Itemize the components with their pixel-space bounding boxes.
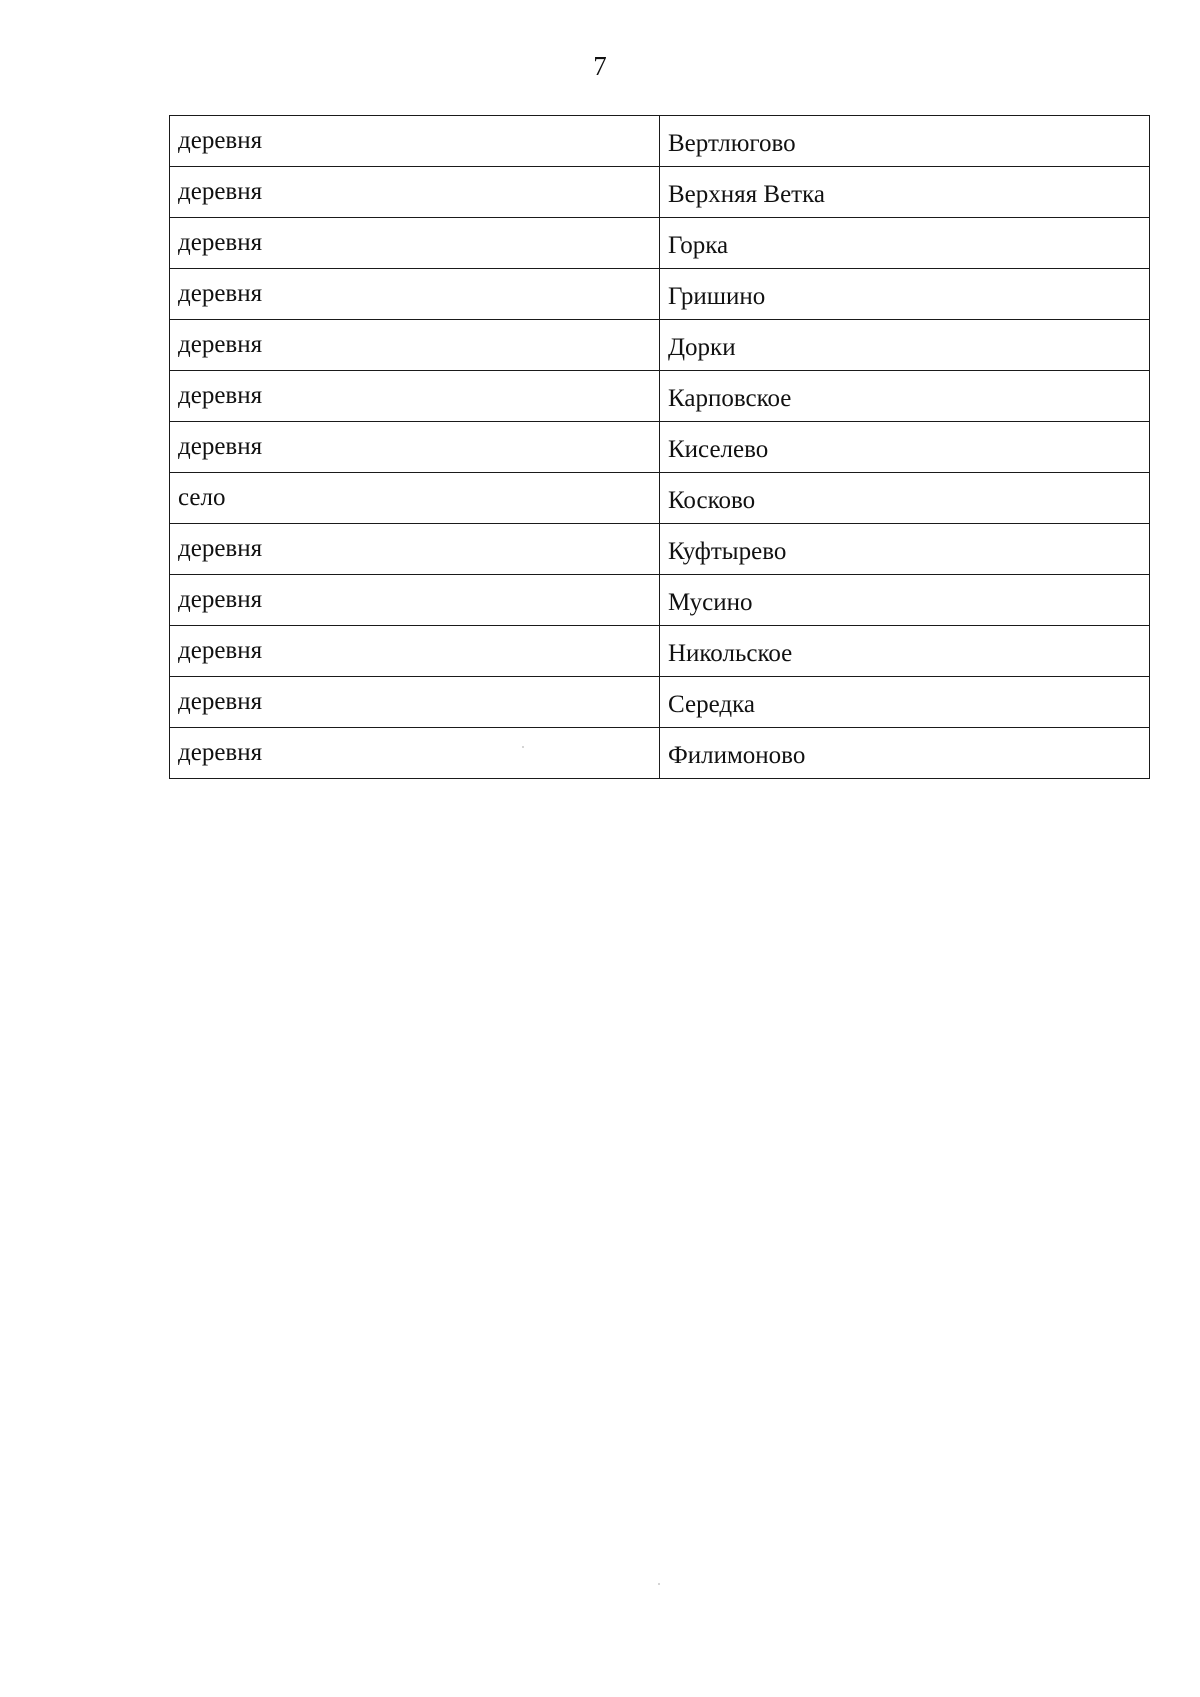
settlement-name-cell: Киселево	[660, 422, 1150, 473]
settlement-name-cell: Филимоново	[660, 728, 1150, 779]
settlement-type-cell: деревня	[170, 575, 660, 626]
settlement-type-cell: деревня	[170, 677, 660, 728]
table-row	[170, 218, 1150, 269]
settlement-type-cell: село	[170, 473, 660, 524]
table-row	[170, 320, 1150, 371]
settlement-type-cell: деревня	[170, 524, 660, 575]
settlement-type-cell: деревня	[170, 422, 660, 473]
settlement-name-cell: Вертлюгово	[660, 116, 1150, 167]
table-row	[170, 575, 1150, 626]
table-row	[170, 167, 1150, 218]
settlement-type-cell: деревня	[170, 116, 660, 167]
settlement-type-cell: деревня	[170, 626, 660, 677]
settlement-name-cell: Куфтырево	[660, 524, 1150, 575]
settlement-type-cell: деревня	[170, 218, 660, 269]
table-row	[170, 269, 1150, 320]
settlement-name-cell: Горка	[660, 218, 1150, 269]
page-number: 7	[593, 51, 607, 81]
table-row	[170, 728, 1150, 779]
settlement-name-cell: Дорки	[660, 320, 1150, 371]
table-row	[170, 116, 1150, 167]
scan-speck	[658, 1583, 660, 1585]
table-row	[170, 626, 1150, 677]
settlement-type-cell: деревня	[170, 320, 660, 371]
table-row	[170, 524, 1150, 575]
table-row	[170, 371, 1150, 422]
table-row	[170, 677, 1150, 728]
settlement-type-cell: деревня	[170, 167, 660, 218]
settlement-name-cell: Гришино	[660, 269, 1150, 320]
settlement-name-cell: Середка	[660, 677, 1150, 728]
table-row	[170, 422, 1150, 473]
settlement-type-cell: деревня	[170, 728, 660, 779]
settlement-name-cell: Карповское	[660, 371, 1150, 422]
settlement-type-cell: деревня	[170, 371, 660, 422]
settlements-table	[169, 115, 1150, 779]
settlement-type-cell: деревня	[170, 269, 660, 320]
settlement-name-cell: Верхняя Ветка	[660, 167, 1150, 218]
settlement-name-cell: Мусино	[660, 575, 1150, 626]
settlement-name-cell: Никольское	[660, 626, 1150, 677]
settlements-table-body	[170, 116, 1150, 779]
scan-speck	[522, 746, 524, 748]
settlement-name-cell: Косково	[660, 473, 1150, 524]
table-row	[170, 473, 1150, 524]
